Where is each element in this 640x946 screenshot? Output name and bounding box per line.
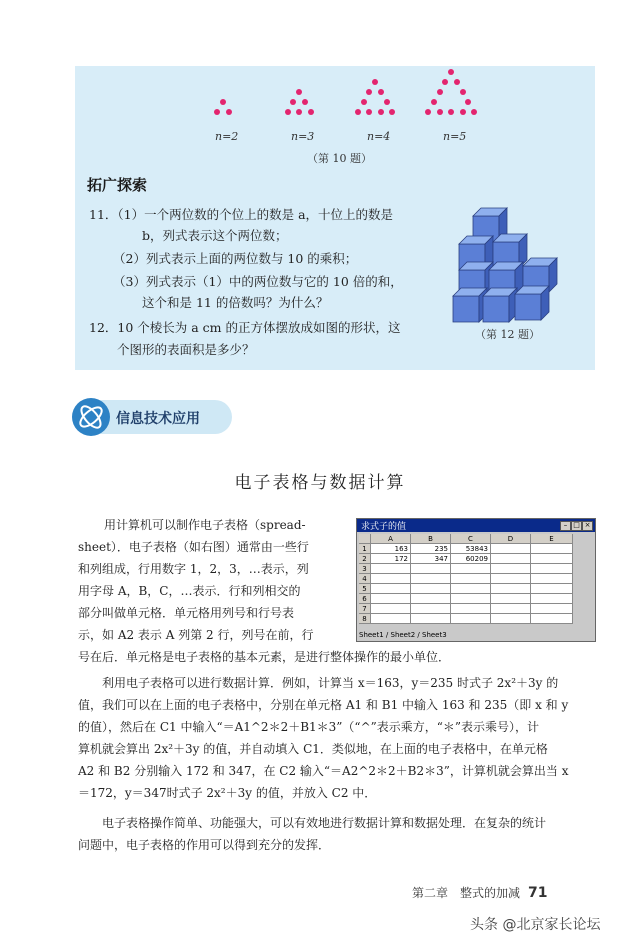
- spreadsheet-cell[interactable]: [491, 584, 531, 594]
- pattern-dot: [378, 89, 384, 95]
- spreadsheet-cell[interactable]: [531, 554, 573, 564]
- paragraph-line: 算机就会算出 2x²＋3y 的值，并自动填入 C1．类似地，在上面的电子表格中，在单元格: [78, 742, 548, 756]
- paragraph-line: 利用电子表格可以进行数据计算．例如，计算当 x＝163，y＝235 时式子 2x²＋3y 的: [102, 676, 559, 690]
- spreadsheet-cell[interactable]: [531, 604, 573, 614]
- pattern-dot: [389, 109, 395, 115]
- pattern-dot: [355, 109, 361, 115]
- column-header: E: [531, 534, 573, 544]
- paragraph-line: 电子表格操作简单、功能强大，可以有效地进行数据计算和数据处理．在复杂的统计: [102, 816, 547, 830]
- spreadsheet-cell[interactable]: 60209: [451, 554, 491, 564]
- spreadsheet-cell[interactable]: [451, 594, 491, 604]
- exercise-box: [75, 66, 595, 370]
- spreadsheet-cell[interactable]: [411, 584, 451, 594]
- paragraph-line: 用字母 A，B，C，…表示．行和列相交的: [78, 584, 301, 598]
- paragraph-line: 问题中，电子表格的作用可以得到充分的发挥．: [78, 838, 331, 852]
- pattern-dot: [448, 109, 454, 115]
- page-footer: [412, 884, 548, 901]
- spreadsheet-cell[interactable]: [371, 584, 411, 594]
- pattern-dot: [431, 99, 437, 105]
- row-header: 2: [359, 554, 371, 564]
- atom-icon: [72, 398, 110, 436]
- spreadsheet-cell[interactable]: [491, 604, 531, 614]
- spreadsheet-window: [356, 518, 596, 642]
- row-header: 5: [359, 584, 371, 594]
- paragraph-line: sheet）．电子表格（如右图）通常由一些行: [78, 540, 309, 554]
- figure10-caption: （第 10 题）: [307, 152, 372, 165]
- minimize-icon[interactable]: –: [560, 521, 571, 531]
- pattern-dot: [442, 79, 448, 85]
- watermark: 头条 @北京家长论坛: [470, 917, 601, 933]
- n-label: n=4: [367, 130, 391, 143]
- pattern-dot: [296, 109, 302, 115]
- article-title: 电子表格与数据计算: [234, 473, 406, 493]
- spreadsheet-cell[interactable]: 347: [411, 554, 451, 564]
- question-11-line: b，列式表示这个两位数；: [142, 228, 288, 243]
- spreadsheet-cell[interactable]: 235: [411, 544, 451, 554]
- pattern-dot: [296, 89, 302, 95]
- spreadsheet-cell[interactable]: 53843: [451, 544, 491, 554]
- close-icon[interactable]: ×: [582, 521, 593, 531]
- question-11-line: （2）列式表示上面的两位数与 10 的乘积；: [113, 251, 358, 266]
- pattern-dot: [471, 109, 477, 115]
- pattern-dot: [437, 89, 443, 95]
- pattern-dot: [372, 79, 378, 85]
- window-title: 求式子的值: [361, 522, 407, 532]
- paragraph-line: A2 和 B2 分别输入 172 和 347，在 C2 输入“＝A2^2＊2＋B2＊3”，计算机就会算出当 x: [78, 764, 569, 778]
- maximize-icon[interactable]: □: [571, 521, 582, 531]
- row-header: 6: [359, 594, 371, 604]
- pattern-dot: [425, 109, 431, 115]
- spreadsheet-cell[interactable]: [451, 604, 491, 614]
- figure12-caption: （第 12 题）: [475, 328, 540, 341]
- page-number: 71: [528, 885, 548, 901]
- sheet-tabs[interactable]: Sheet1 / Sheet2 / Sheet3: [359, 631, 447, 639]
- spreadsheet-cell[interactable]: [371, 574, 411, 584]
- pattern-dot: [290, 99, 296, 105]
- cube-stack-figure: [445, 206, 565, 326]
- pattern-dot: [308, 109, 314, 115]
- chapter-label: 第二章 整式的加减: [412, 886, 521, 900]
- question-12-line: 个图形的表面积是多少？: [117, 342, 255, 357]
- spreadsheet-cell[interactable]: [491, 544, 531, 554]
- pattern-dot: [378, 109, 384, 115]
- pattern-dot: [460, 109, 466, 115]
- row-header: 1: [359, 544, 371, 554]
- spreadsheet-cell[interactable]: [371, 564, 411, 574]
- pattern-dot: [460, 89, 466, 95]
- spreadsheet-cell[interactable]: [491, 554, 531, 564]
- pattern-dot: [454, 79, 460, 85]
- corner-header: [359, 534, 371, 544]
- spreadsheet-cell[interactable]: [411, 574, 451, 584]
- paragraph-line: 用计算机可以制作电子表格（spread-: [104, 518, 306, 532]
- paragraph-line: 和列组成，行用数字 1，2，3，…表示，列: [78, 562, 309, 576]
- question-11-line: （3）列式表示（1）中的两位数与它的 10 倍的和，: [113, 274, 403, 289]
- pattern-dot: [448, 69, 454, 75]
- column-header: A: [371, 534, 411, 544]
- pattern-dot: [220, 99, 226, 105]
- spreadsheet-cell[interactable]: [451, 584, 491, 594]
- info-tech-banner: [72, 400, 232, 434]
- row-header: 8: [359, 614, 371, 624]
- question-11-line: 这个和是 11 的倍数吗？为什么？: [142, 295, 329, 310]
- pattern-dot: [384, 99, 390, 105]
- spreadsheet-cell[interactable]: [531, 544, 573, 554]
- paragraph-line: 值，我们可以在上面的电子表格中，分别在单元格 A1 和 B1 中输入 163 和 235（即 x 和 y: [78, 698, 569, 712]
- paragraph-line: 示，如 A2 表示 A 列第 2 行，列号在前，行: [78, 628, 314, 642]
- paragraph-line: 部分叫做单元格．单元格用列号和行号表: [78, 606, 295, 620]
- row-header: 4: [359, 574, 371, 584]
- pattern-dot: [285, 109, 291, 115]
- spreadsheet-cell[interactable]: [371, 614, 411, 624]
- pattern-dot: [366, 89, 372, 95]
- question-11-line: 11．（1）一个两位数的个位上的数是 a，十位上的数是: [89, 207, 394, 222]
- spreadsheet-cell[interactable]: [451, 564, 491, 574]
- row-header: 7: [359, 604, 371, 614]
- spreadsheet-cell[interactable]: [531, 594, 573, 604]
- column-header: C: [451, 534, 491, 544]
- spreadsheet-cell[interactable]: [451, 574, 491, 584]
- n-label: n=2: [215, 130, 239, 143]
- spreadsheet-cell[interactable]: [411, 604, 451, 614]
- section-title: 拓广探索: [87, 176, 148, 194]
- pattern-dot: [465, 99, 471, 105]
- paragraph-line: 的值），然后在 C1 中输入“＝A1^2＊2＋B1＊3”（“^”表示乘方，“＊”表示乘号），计: [78, 720, 540, 734]
- pattern-dot: [302, 99, 308, 105]
- spreadsheet-cell[interactable]: [371, 604, 411, 614]
- banner-label: 信息技术应用: [116, 411, 200, 427]
- spreadsheet-cell[interactable]: [491, 574, 531, 584]
- spreadsheet-cell[interactable]: [531, 564, 573, 574]
- spreadsheet-cell[interactable]: [371, 594, 411, 604]
- pattern-dot: [437, 109, 443, 115]
- spreadsheet-cell[interactable]: [411, 594, 451, 604]
- spreadsheet-cell[interactable]: [411, 614, 451, 624]
- spreadsheet-cell[interactable]: [411, 564, 451, 574]
- n-label: n=3: [291, 130, 315, 143]
- spreadsheet-cell[interactable]: 172: [371, 554, 411, 564]
- spreadsheet-cell[interactable]: [491, 594, 531, 604]
- pattern-dot: [361, 99, 367, 105]
- spreadsheet-cell[interactable]: [531, 614, 573, 624]
- spreadsheet-cell[interactable]: [531, 584, 573, 594]
- column-header: D: [491, 534, 531, 544]
- spreadsheet-cell[interactable]: [491, 564, 531, 574]
- row-header: 3: [359, 564, 371, 574]
- window-titlebar: [357, 519, 595, 532]
- n-label: n=5: [443, 130, 467, 143]
- spreadsheet-cell[interactable]: [531, 574, 573, 584]
- paragraph-line: 号在后．单元格是电子表格的基本元素，是进行整体操作的最小单位．: [78, 650, 451, 664]
- spreadsheet-cell[interactable]: [491, 614, 531, 624]
- spreadsheet-cell[interactable]: [451, 614, 491, 624]
- spreadsheet-cell[interactable]: 163: [371, 544, 411, 554]
- column-header: B: [411, 534, 451, 544]
- question-12-line: 12．10 个棱长为 a cm 的正方体摆放成如图的形状，这: [89, 320, 401, 335]
- pattern-dot: [214, 109, 220, 115]
- pattern-dot: [366, 109, 372, 115]
- paragraph-line: ＝172，y＝347时式子 2x²＋3y 的值，并放入 C2 中．: [78, 786, 377, 800]
- pattern-dot: [226, 109, 232, 115]
